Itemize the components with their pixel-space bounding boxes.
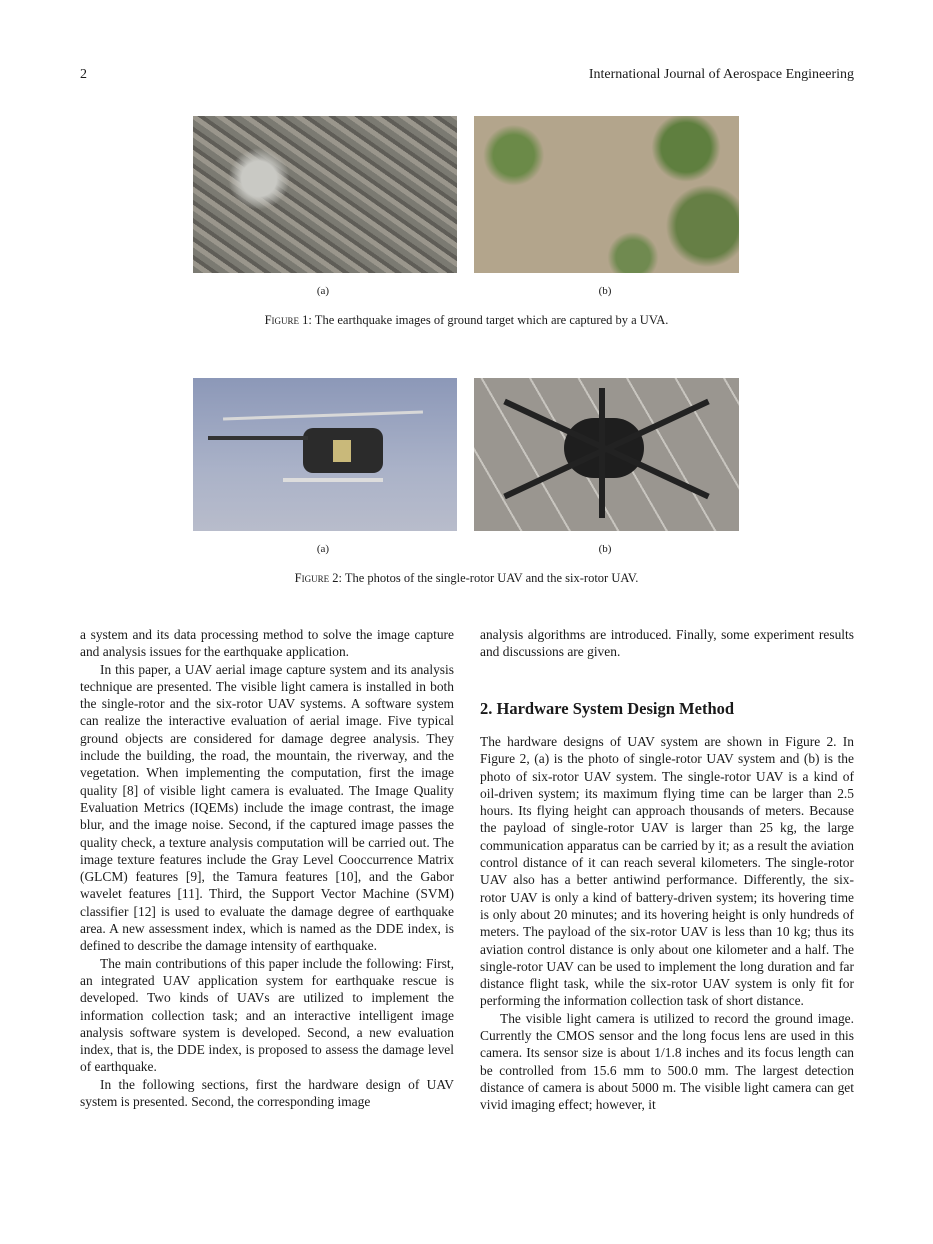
figure1-caption-label: Figure 1: <box>264 313 312 327</box>
right-column-intro <box>480 626 854 661</box>
left-column <box>80 626 454 1110</box>
paragraph: The main contributions of this paper include the following: First, an integrated UAV application system for earthquake rescue is developed. Two kinds of UAVs are utilized to implement the information collection task; and an interactive intelligent image analysis software system is developed. Second, a new evaluation index, that is, the DDE index, is proposed to assess the damage level of earthquake. <box>80 955 454 1075</box>
figure2-sub-b: (b) <box>598 543 612 555</box>
figure2b-six-rotor-uav-photo <box>474 378 739 531</box>
section-heading: 2. Hardware System Design Method <box>480 699 735 718</box>
figure2a-single-rotor-uav-photo <box>193 378 457 531</box>
paragraph: The hardware designs of UAV system are shown in Figure 2. In Figure 2, (a) is the photo of single-rotor UAV system and (b) is the photo of six-rotor UAV system. The single-rotor UAV is a kind of oil-driven system; its maximum flying time can be larger than 2.5 hours. Its flying height can approach thousands of meters. Because the payload of single-rotor UAV is larger than 25 kg, the large communication apparatus can be carried by it; as a result the aviation control distance of it can reach several kilometers. The single-rotor UAV also has a better antiwind performance. Differently, the six-rotor UAV is only a kind of battery-driven system; its hovering time is only about 20 minutes; and its hovering height is only hundreds of meters. The payload of the six-rotor UAV is less than 10 kg; thus its aviation control distance is only about one kilometer and a half. The single-rotor UAV can be used to implement the long duration and far distance flight task, while the six-rotor UAV system is only fit for performing the information collection task of short distance. <box>480 734 854 1009</box>
figure1-sub-b: (b) <box>598 285 612 297</box>
right-column <box>480 733 854 1114</box>
paragraph: The visible light camera is utilized to record the ground image. Currently the CMOS sensor and the long focus lens are used in this camera. Its sensor size is about 1/1.8 inches and its focus length can be controlled from 15.6 mm to 500.0 mm. The largest detection distance of camera is about 5000 m. The visible light camera can get vivid imaging effect; however, it <box>480 1010 854 1113</box>
paragraph: In this paper, a UAV aerial image capture system and its analysis technique are presented. The visible light camera is installed in both the single-rotor and the six-rotor UAV systems. A software system can realize the interactive evaluation of aerial image. Five typical ground objects are considered for damage degree analysis. They include the building, the road, the mountain, the riverway, and the vegetation. When implementing the computation, first the image quality [8] of visible light camera is evaluated. The Image Quality Evaluation Metrics (IQEMs) include the image contrast, the image blur, and the image noise. Second, if the captured image passes the quality check, a texture analysis computation will be carried out. The image texture features include the Gray Level Cooccurrence Matrix (GLCM) features [9], the Tamura features [10], and the Gabor wavelet features [11]. Third, the Support Vector Machine (SVM) classifier [12] is used to evaluate the damage degree of earthquake area. A new assessment index, which is named as the DDE index, is defined to describe the damage intensity of earthquake. <box>80 661 454 954</box>
figure1-caption <box>0 313 933 328</box>
journal-title: International Journal of Aerospace Engineering <box>588 67 854 82</box>
paragraph: In the following sections, first the hardware design of UAV system is presented. Second, the corresponding image <box>80 1076 454 1110</box>
figure2-sub-a: (a) <box>316 543 330 555</box>
figure1a-earthquake-ruins-image <box>193 116 457 273</box>
page-number: 2 <box>80 67 87 82</box>
figure2-caption-label: Figure 2: <box>294 571 342 585</box>
figure2-caption <box>0 571 933 586</box>
figure2-caption-text: The photos of the single-rotor UAV and the six-rotor UAV. <box>341 571 639 585</box>
paragraph: analysis algorithms are introduced. Finally, some experiment results and discussions are given. <box>480 627 854 660</box>
figure1b-ground-vegetation-image <box>474 116 739 273</box>
paragraph: a system and its data processing method to solve the image capture and analysis issues for the earthquake application. <box>80 627 454 660</box>
figure1-caption-text: The earthquake images of ground target which are captured by a UVA. <box>311 313 669 327</box>
figure1-sub-a: (a) <box>316 285 330 297</box>
